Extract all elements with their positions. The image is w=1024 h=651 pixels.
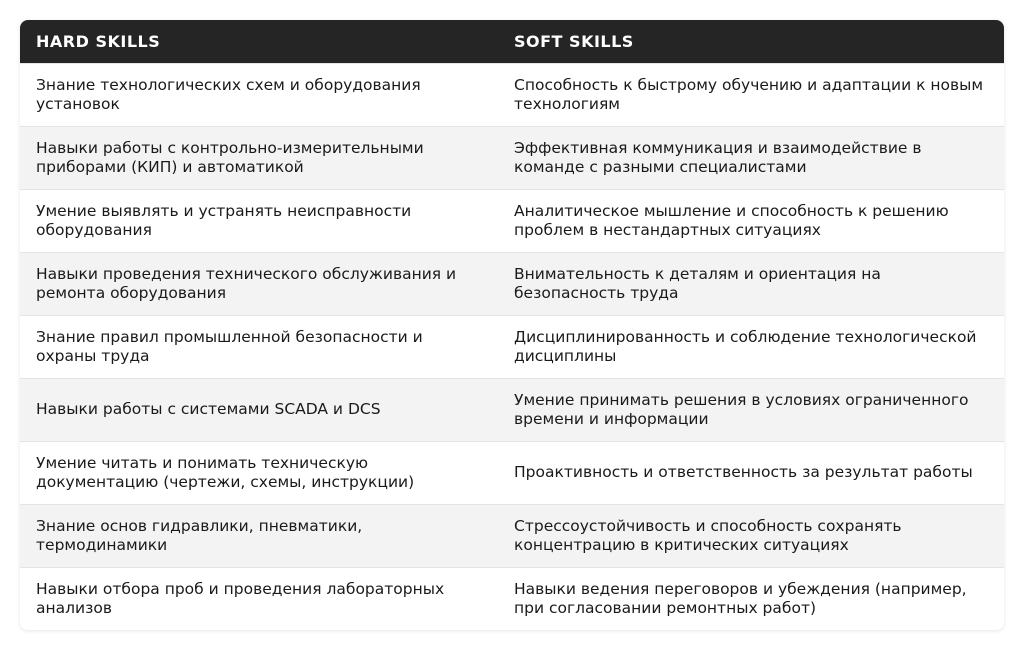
table-row [20, 63, 1004, 126]
table-row [20, 315, 1004, 378]
header-soft-skills: SOFT SKILLS [498, 20, 1004, 63]
hard-skill-cell: Знание технологических схем и оборудования установок [20, 63, 498, 126]
soft-skill-cell: Стрессоустойчивость и способность сохранять концентрацию в критических ситуациях [498, 504, 1004, 567]
soft-skill-cell: Умение принимать решения в условиях ограниченного времени и информации [498, 378, 1004, 441]
soft-skill-cell: Проактивность и ответственность за результат работы [498, 441, 1004, 504]
table-row [20, 567, 1004, 630]
hard-skill-cell: Знание основ гидравлики, пневматики, термодинамики [20, 504, 498, 567]
hard-skill-cell: Навыки работы с системами SCADA и DCS [20, 378, 498, 441]
soft-skill-cell: Дисциплинированность и соблюдение технологической дисциплины [498, 315, 1004, 378]
skills-table-container [20, 20, 1004, 630]
hard-skill-cell: Навыки проведения технического обслуживания и ремонта оборудования [20, 252, 498, 315]
header-hard-skills: HARD SKILLS [20, 20, 498, 63]
hard-skill-cell: Знание правил промышленной безопасности и охраны труда [20, 315, 498, 378]
soft-skill-cell: Эффективная коммуникация и взаимодействие в команде с разными специалистами [498, 126, 1004, 189]
skills-table [20, 20, 1004, 630]
hard-skill-cell: Навыки работы с контрольно-измерительными приборами (КИП) и автоматикой [20, 126, 498, 189]
table-row [20, 189, 1004, 252]
soft-skill-cell: Внимательность к деталям и ориентация на безопасность труда [498, 252, 1004, 315]
hard-skill-cell: Навыки отбора проб и проведения лабораторных анализов [20, 567, 498, 630]
table-body [20, 63, 1004, 630]
table-row [20, 126, 1004, 189]
soft-skill-cell: Аналитическое мышление и способность к решению проблем в нестандартных ситуациях [498, 189, 1004, 252]
hard-skill-cell: Умение читать и понимать техническую документацию (чертежи, схемы, инструкции) [20, 441, 498, 504]
table-row [20, 504, 1004, 567]
table-header-row [20, 20, 1004, 63]
soft-skill-cell: Навыки ведения переговоров и убеждения (например, при согласовании ремонтных работ) [498, 567, 1004, 630]
table-row [20, 252, 1004, 315]
hard-skill-cell: Умение выявлять и устранять неисправности оборудования [20, 189, 498, 252]
table-row [20, 441, 1004, 504]
table-row [20, 378, 1004, 441]
soft-skill-cell: Способность к быстрому обучению и адаптации к новым технологиям [498, 63, 1004, 126]
